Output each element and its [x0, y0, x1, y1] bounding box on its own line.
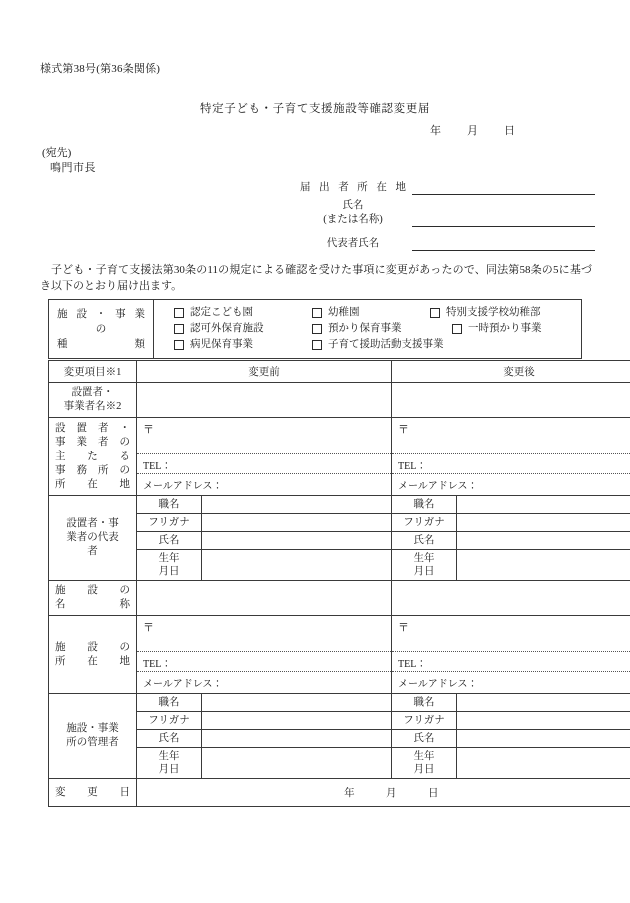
checkbox-item-nintei-kodomoen[interactable] [154, 305, 312, 321]
value-operator-office-address-before [137, 418, 392, 496]
label-operator-office-address [49, 418, 137, 496]
value-operator-name-before[interactable] [137, 383, 392, 418]
row-operator-rep-furigana [49, 514, 630, 532]
header-before: 変更前 [137, 361, 392, 383]
zip-field-after[interactable] [392, 616, 630, 652]
checkbox-label: 病児保育事業 [190, 339, 253, 350]
checkbox-icon[interactable] [452, 324, 462, 334]
label-change-date-text: 変更日 [55, 786, 130, 798]
value-operator-office-address-after [392, 418, 630, 496]
value-rep-jobtitle-after[interactable] [457, 496, 630, 514]
value-rep-jobtitle-before[interactable] [202, 496, 392, 514]
checkbox-label: 預かり保育事業 [328, 323, 402, 334]
value-rep-furigana-after[interactable] [457, 514, 630, 532]
mail-field-after[interactable] [392, 474, 630, 495]
checkbox-item-youchien[interactable] [312, 305, 430, 321]
change-date-day: 日 [427, 788, 439, 799]
checkbox-label: 特別支援学校幼稚部 [446, 307, 541, 318]
table-header-row [49, 361, 630, 383]
birthday-label-line2: 月日 [158, 764, 180, 775]
row-manager-birthday [49, 748, 630, 779]
checkbox-icon[interactable] [312, 324, 322, 334]
zip-field-before[interactable] [137, 616, 391, 652]
tel-field-after[interactable] [392, 652, 630, 672]
applicant-address-input[interactable] [412, 181, 595, 195]
label-line-1: 設置者・事 [66, 518, 119, 529]
sublabel-jobtitle-after: 職名 [392, 496, 457, 514]
facility-type-option-row-1 [154, 305, 581, 321]
mail-label: メールアドレス： [143, 679, 223, 690]
label-operator-name-line1: 設置者・ [71, 387, 114, 398]
change-date-month: 月 [386, 788, 397, 799]
postal-mark-icon: 〒 [398, 424, 409, 436]
date-month-label: 月 [467, 125, 478, 137]
checkbox-label: 認可外保育施設 [190, 323, 264, 334]
checkbox-label: 認定こども園 [190, 307, 253, 318]
date-day-label: 日 [504, 125, 515, 137]
value-facility-name-before[interactable] [137, 581, 392, 616]
value-manager-jobtitle-before[interactable] [202, 694, 392, 712]
checkbox-item-azukari-hoiku[interactable] [312, 321, 452, 337]
value-facility-name-after[interactable] [392, 581, 630, 616]
value-rep-name-after[interactable] [457, 532, 630, 550]
value-facility-address-after [392, 616, 630, 694]
facility-type-label [49, 300, 154, 359]
mail-label: メールアドレス： [398, 679, 478, 690]
date-year-label: 年 [430, 125, 441, 137]
row-operator-rep-jobtitle [49, 496, 630, 514]
sublabel-name-after: 氏名 [392, 532, 457, 550]
row-operator-office-address [49, 418, 630, 496]
tel-label: TEL： [398, 659, 427, 670]
sublabel-name-before: 氏名 [137, 730, 202, 748]
label-facility-address [49, 616, 137, 694]
applicant-representative-row [300, 234, 595, 251]
sublabel-furigana-after: フリガナ [392, 514, 457, 532]
birthday-label-line2: 月日 [413, 566, 435, 577]
postal-mark-icon: 〒 [143, 424, 154, 436]
checkbox-icon[interactable] [174, 340, 184, 350]
value-manager-name-before[interactable] [202, 730, 392, 748]
label-line-1: 施設・事業 [66, 723, 119, 734]
facility-type-label-line2: の [95, 323, 107, 335]
birthday-label-line1: 生年 [413, 553, 435, 564]
applicant-address-label: 届出者所在地 [300, 182, 406, 193]
zip-field-after[interactable] [392, 418, 630, 454]
label-line-2: 所の管理者 [66, 737, 119, 748]
facility-type-label-line1: 施設・事業 [57, 308, 145, 320]
sublabel-jobtitle-after: 職名 [392, 694, 457, 712]
checkbox-item-ichiji-azukari[interactable] [452, 321, 542, 337]
value-rep-name-before[interactable] [202, 532, 392, 550]
tel-label: TEL： [143, 461, 172, 472]
body-paragraph: 子ども・子育て支援法第30条の11の規定による確認を受けた事項に変更があったので、同法第58条の5に基づき以下のとおり届け出ます。 [40, 264, 592, 292]
sublabel-jobtitle-before: 職名 [137, 694, 202, 712]
applicant-name-input[interactable] [412, 213, 595, 227]
submission-date-line [430, 122, 590, 138]
mail-label: メールアドレス： [143, 481, 223, 492]
label-facility-manager [49, 694, 137, 779]
value-manager-birthday-after[interactable] [457, 748, 630, 779]
change-details-table [48, 360, 630, 807]
row-facility-address [49, 616, 630, 694]
label-line-5: 所在地 [55, 478, 130, 490]
checkbox-item-byouji-hoiku[interactable] [154, 337, 312, 353]
mail-label: メールアドレス： [398, 481, 478, 492]
applicant-name-label [300, 199, 412, 227]
value-manager-birthday-before[interactable] [202, 748, 392, 779]
checkbox-item-kosodate-enjo[interactable] [312, 337, 444, 353]
birthday-label-line1: 生年 [158, 553, 180, 564]
postal-mark-icon: 〒 [398, 622, 409, 634]
facility-type-table [48, 299, 582, 359]
label-line-4: 事務所の [55, 464, 130, 476]
document-title: 特定子ども・子育て支援施設等確認変更届 [200, 103, 430, 115]
facility-type-label-line3: 種類 [57, 338, 145, 350]
checkbox-item-ninkagai-hoiku[interactable] [154, 321, 312, 337]
label-line-2: 業者の代表 [66, 532, 119, 543]
applicant-representative-input[interactable] [412, 237, 595, 251]
mail-field-before[interactable] [137, 672, 391, 693]
label-line-3: 者 [87, 546, 98, 557]
mail-field-before[interactable] [137, 474, 391, 495]
applicant-address-row [300, 178, 595, 195]
checkbox-icon[interactable] [174, 324, 184, 334]
sublabel-furigana-before: フリガナ [137, 712, 202, 730]
label-operator-name-line2: 事業者名※2 [63, 401, 122, 412]
applicant-name-label-line2: (または名称) [323, 214, 383, 225]
label-line-2: 所在地 [55, 655, 130, 667]
addressee-name: 鳴門市長 [50, 162, 96, 174]
tel-field-after[interactable] [392, 454, 630, 474]
checkbox-label: 幼稚園 [328, 307, 360, 318]
label-line-2: 名称 [55, 599, 130, 610]
value-rep-birthday-before[interactable] [202, 550, 392, 581]
checkbox-label: 子育て援助活動支援事業 [328, 339, 444, 350]
row-operator-rep-birthday [49, 550, 630, 581]
row-manager-name [49, 730, 630, 748]
value-facility-address-before [137, 616, 392, 694]
label-change-date [49, 779, 137, 807]
label-operator-name [49, 383, 137, 418]
form-number: 様式第38号(第36条関係) [40, 63, 161, 75]
postal-mark-icon: 〒 [143, 622, 154, 634]
checkbox-icon[interactable] [174, 308, 184, 318]
sublabel-birthday-before [137, 550, 202, 581]
applicant-representative-label: 代表者氏名 [326, 238, 380, 249]
sublabel-birthday-after [392, 550, 457, 581]
label-line-1: 施設の [55, 585, 130, 596]
tel-field-before[interactable] [137, 652, 391, 672]
sublabel-birthday-after [392, 748, 457, 779]
sublabel-name-before: 氏名 [137, 532, 202, 550]
checkbox-label: 一時預かり事業 [468, 323, 542, 334]
value-change-date[interactable] [137, 779, 630, 807]
row-manager-furigana [49, 712, 630, 730]
label-operator-representative [49, 496, 137, 581]
mail-field-after[interactable] [392, 672, 630, 693]
value-manager-furigana-before[interactable] [202, 712, 392, 730]
addressee-label: (宛先) [42, 147, 72, 159]
birthday-label-line1: 生年 [413, 751, 435, 762]
value-rep-birthday-after[interactable] [457, 550, 630, 581]
checkbox-icon[interactable] [430, 308, 440, 318]
label-line-3: 主たる [55, 450, 130, 462]
birthday-label-line2: 月日 [413, 764, 435, 775]
zip-field-before[interactable] [137, 418, 391, 454]
value-rep-furigana-before[interactable] [202, 514, 392, 532]
checkbox-icon[interactable] [312, 340, 322, 350]
applicant-name-row [300, 197, 595, 227]
tel-label: TEL： [398, 461, 427, 472]
header-after: 変更後 [392, 361, 630, 383]
row-operator-name [49, 383, 630, 418]
facility-type-option-row-3 [154, 337, 581, 353]
value-manager-name-after[interactable] [457, 730, 630, 748]
checkbox-item-tokubetsu-shien[interactable] [430, 305, 541, 321]
row-change-date [49, 779, 630, 807]
label-facility-name [49, 581, 137, 616]
row-facility-name [49, 581, 630, 616]
sublabel-birthday-before [137, 748, 202, 779]
tel-label: TEL： [143, 659, 172, 670]
sublabel-furigana-after: フリガナ [392, 712, 457, 730]
header-change-item: 変更項目※1 [49, 361, 137, 383]
label-line-1: 施設の [55, 641, 130, 653]
sublabel-jobtitle-before: 職名 [137, 496, 202, 514]
value-manager-furigana-after[interactable] [457, 712, 630, 730]
facility-type-option-row-2 [154, 321, 581, 337]
value-manager-jobtitle-after[interactable] [457, 694, 630, 712]
birthday-label-line1: 生年 [158, 751, 180, 762]
label-line-1: 設置者・ [55, 422, 130, 434]
change-date-year: 年 [344, 788, 356, 799]
facility-type-options [154, 300, 582, 359]
label-line-2: 事業者の [55, 436, 130, 448]
facility-type-row [49, 300, 582, 359]
row-operator-rep-name [49, 532, 630, 550]
value-operator-name-after[interactable] [392, 383, 630, 418]
checkbox-icon[interactable] [312, 308, 322, 318]
sublabel-name-after: 氏名 [392, 730, 457, 748]
birthday-label-line2: 月日 [158, 566, 180, 577]
row-manager-jobtitle [49, 694, 630, 712]
applicant-block [300, 178, 595, 253]
sublabel-furigana-before: フリガナ [137, 514, 202, 532]
applicant-name-label-line1: 氏名 [342, 200, 364, 211]
tel-field-before[interactable] [137, 454, 391, 474]
